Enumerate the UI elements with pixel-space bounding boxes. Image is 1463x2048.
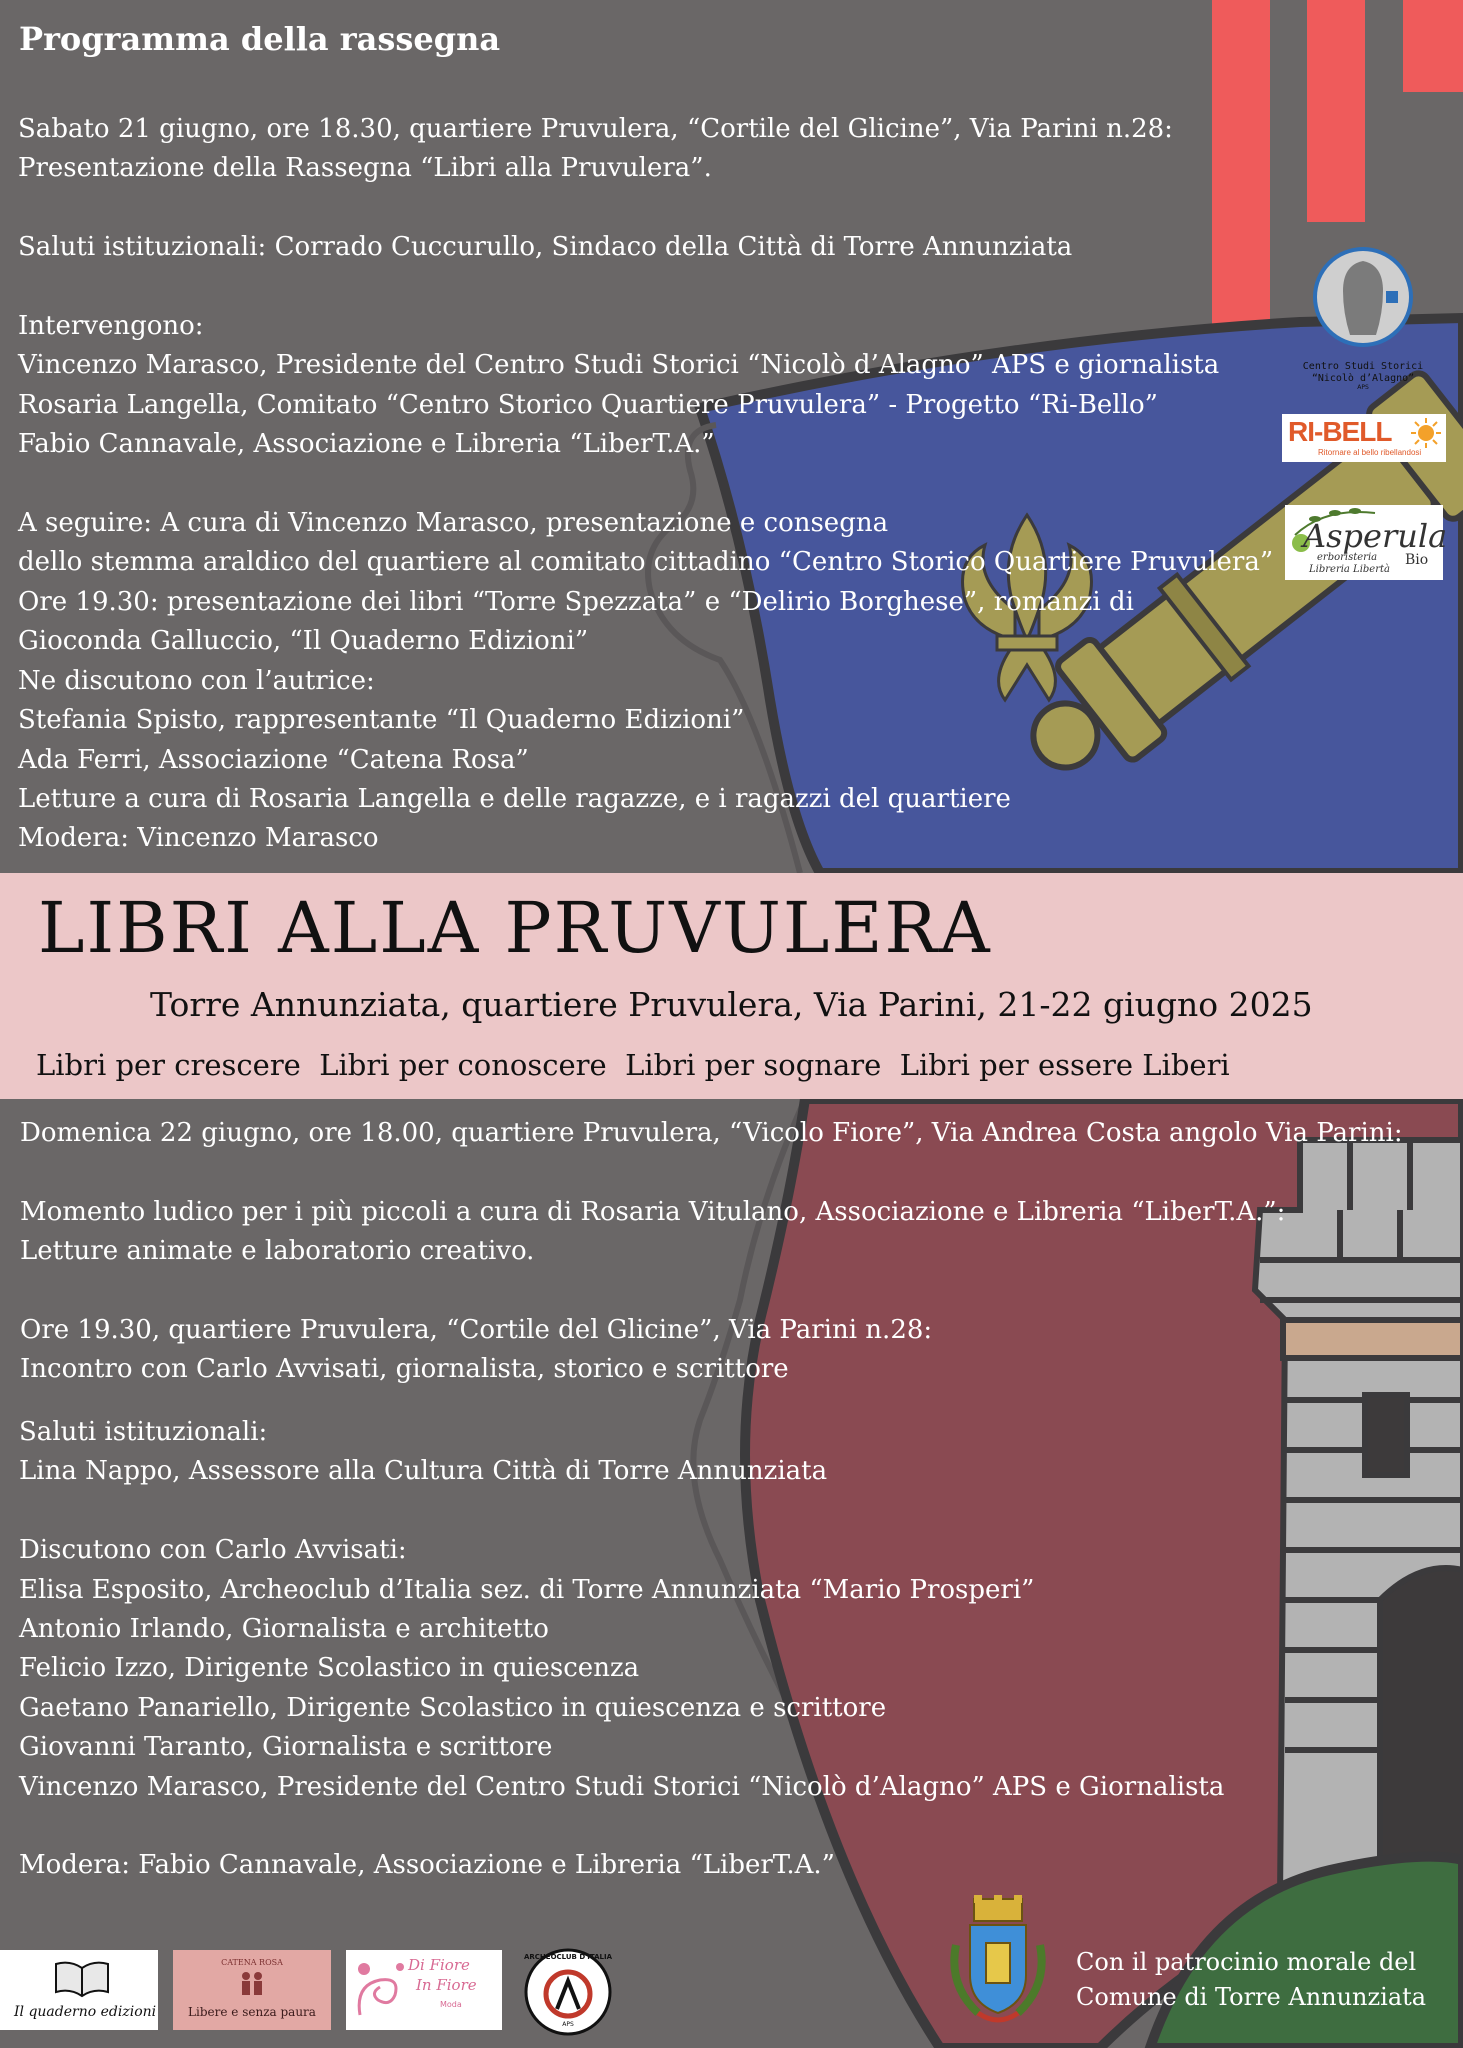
program-line: dello stemma araldico del quartiere al comitato cittadino “Centro Storico Quartiere Pruvulera” — [18, 547, 1274, 578]
day1-program — [18, 110, 1273, 859]
patrocinio-line1: Con il patrocinio morale del — [1076, 1948, 1417, 1976]
program-line: Ne discutono con l’autrice: — [18, 665, 375, 696]
program-line — [19, 1492, 1224, 1531]
program-line: Letture a cura di Rosaria Langella e delle ragazze, e i ragazzi del quartiere — [18, 783, 1011, 814]
program-line: Elisa Esposito, Archeoclub d’Italia sez. di Torre Annunziata “Mario Prosperi” — [19, 1574, 1035, 1605]
asperula-sub1: erboristeria — [1317, 552, 1378, 563]
asperula-sub2: Libreria Libertà — [1309, 564, 1390, 575]
program-line: Giovanni Taranto, Giornalista e scrittore — [19, 1732, 553, 1763]
ribello-tagline: Ritornare al bello ribellandosi — [1318, 448, 1422, 457]
program-line: Intervengono: — [18, 311, 204, 342]
program-line — [18, 189, 1273, 228]
asperula-badge: Bio — [1405, 552, 1429, 568]
day2-program-part1 — [20, 1114, 1403, 1390]
program-line: Modera: Fabio Cannavale, Associazione e Libreria “LiberT.A.” — [19, 1850, 835, 1881]
program-line: Saluti istituzionali: — [19, 1417, 268, 1447]
program-line: Incontro con Carlo Avvisati, giornalista, storico e scrittore — [20, 1354, 789, 1385]
asperula-logo — [1285, 505, 1448, 580]
program-line — [20, 1272, 1403, 1311]
banner-title: LIBRI ALLA PRUVULERA — [38, 887, 992, 969]
program-line: Felicio Izzo, Dirigente Scolastico in quiescenza — [19, 1653, 640, 1684]
centro-studi-logo — [1288, 243, 1438, 393]
catena-rosa-name: CATENA ROSA — [221, 1958, 283, 1967]
program-line: Saluti istituzionali: Corrado Cuccurullo, Sindaco della Città di Torre Annunziata — [18, 232, 1073, 263]
figures-icon — [237, 1970, 267, 1998]
centro-studi-line3: APS — [1357, 384, 1369, 391]
program-line — [19, 1807, 1224, 1846]
page-title: Programma della rassegna — [19, 20, 501, 58]
archeoclub-aps: APS — [562, 2021, 574, 2028]
day2-program-part2 — [19, 1413, 1224, 1886]
patrocinio — [1076, 1945, 1426, 2015]
comune-coat-of-arms — [948, 1895, 1048, 2035]
program-line: Sabato 21 giugno, ore 18.30, quartiere Pruvulera, “Cortile del Glicine”, Via Parini n.28: — [18, 114, 1173, 144]
red-stripe-3 — [1403, 0, 1463, 92]
program-line: Letture animate e laboratorio creativo. — [20, 1236, 535, 1267]
red-stripe-2 — [1307, 0, 1365, 222]
di-fiore-logo — [346, 1950, 502, 2030]
patrocinio-line2: Comune di Torre Annunziata — [1076, 1983, 1427, 2011]
centro-studi-line2: “Nicolò d’Alagno” — [1311, 373, 1415, 384]
open-book-icon — [52, 1958, 112, 1998]
di-fiore-small: Moda — [440, 2000, 462, 2009]
sun-icon — [1411, 418, 1441, 448]
banner-tagline: Libri per crescere Libri per conoscere Libri per sognare Libri per essere Liberi — [36, 1048, 1230, 1082]
ribello-logo — [1282, 414, 1446, 462]
archeoclub-logo — [523, 1947, 613, 2037]
di-fiore-line2: In Fiore — [416, 1976, 477, 1994]
program-line: Ore 19.30, quartiere Pruvulera, “Cortile del Glicine”, Via Parini n.28: — [20, 1315, 933, 1346]
catena-rosa-tagline: Libere e senza paura — [188, 2005, 316, 2019]
program-line: Gioconda Galluccio, “Il Quaderno Edizioni” — [18, 626, 589, 657]
program-line: Ada Ferri, Associazione “Catena Rosa” — [18, 744, 529, 775]
quaderno-logo — [0, 1950, 158, 2030]
program-line: Antonio Irlando, Giornalista e architetto — [19, 1614, 549, 1645]
program-line: Stefania Spisto, rappresentante “Il Quaderno Edizioni” — [18, 705, 745, 736]
di-fiore-line1: Di Fiore — [408, 1956, 470, 1974]
program-line — [18, 465, 1273, 504]
program-line: Modera: Vincenzo Marasco — [18, 823, 379, 854]
program-line: Domenica 22 giugno, ore 18.00, quartiere Pruvulera, “Vicolo Fiore”, Via Andrea Costa angolo Via Parini: — [20, 1118, 1403, 1148]
program-line: Gaetano Panariello, Dirigente Scolastico in quiescenza e scrittore — [19, 1692, 887, 1723]
program-line: Ore 19.30: presentazione dei libri “Torre Spezzata” e “Delirio Borghese”, romanzi di — [18, 586, 1134, 617]
catena-rosa-logo — [173, 1950, 331, 2030]
program-line — [20, 1153, 1403, 1192]
quaderno-name: Il quaderno edizioni — [14, 2004, 157, 2020]
program-line: Discutono con Carlo Avvisati: — [19, 1535, 407, 1566]
program-line: A seguire: A cura di Vincenzo Marasco, presentazione e consegna — [18, 508, 889, 539]
program-line: Lina Nappo, Assessore alla Cultura Città di Torre Annunziata — [19, 1456, 828, 1487]
program-line: Presentazione della Rassegna “Libri alla Pruvulera”. — [18, 153, 712, 184]
program-line: Vincenzo Marasco, Presidente del Centro Studi Storici “Nicolò d’Alagno” APS e Giornalista — [19, 1771, 1225, 1802]
program-line: Fabio Cannavale, Associazione e Libreria “LiberT.A.” — [18, 429, 715, 460]
centro-studi-line1: Centro Studi Storici — [1302, 361, 1424, 372]
archeoclub-name: ARCHEOCLUB D'ITALIA — [523, 1953, 613, 1961]
banner-subtitle: Torre Annunziata, quartiere Pruvulera, Via Parini, 21-22 giugno 2025 — [150, 985, 1313, 1024]
program-line — [18, 268, 1273, 307]
program-line: Rosaria Langella, Comitato “Centro Storico Quartiere Pruvulera” - Progetto “Ri-Bello” — [18, 389, 1158, 420]
program-line: Vincenzo Marasco, Presidente del Centro Studi Storici “Nicolò d’Alagno” APS e giornalista — [18, 350, 1220, 381]
asperula-name: Asperula — [1303, 517, 1448, 555]
program-line: Momento ludico per i più piccoli a cura di Rosaria Vitulano, Associazione e Libreria “LiberT.A.”: — [20, 1196, 1286, 1227]
ribello-name: RI-BELL — [1288, 416, 1392, 447]
coat-of-arms-icon — [948, 1895, 1048, 2035]
